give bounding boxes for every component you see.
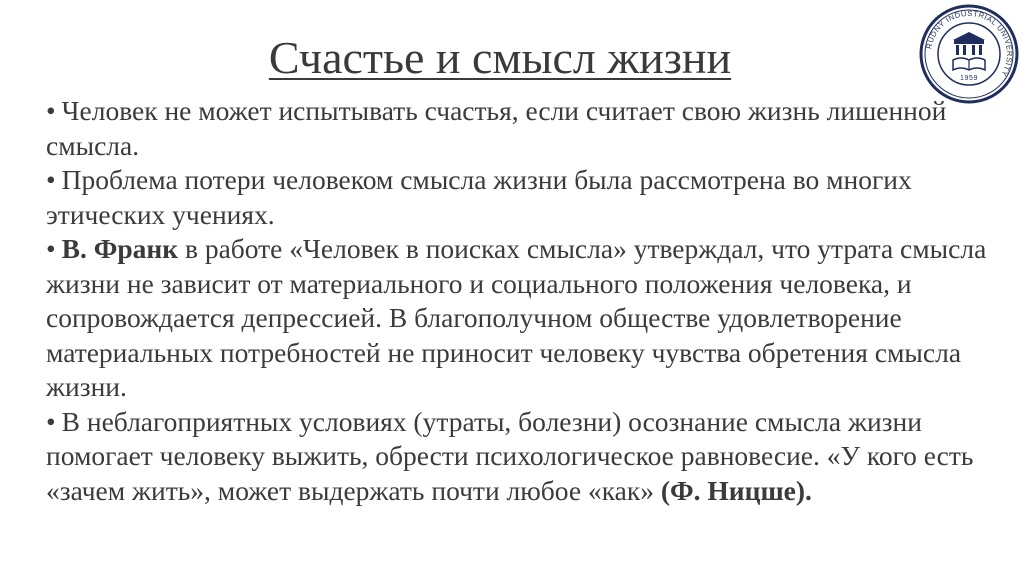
bullet-dot: •: [46, 405, 56, 437]
bullet-bold-author: В. Франк: [61, 233, 179, 264]
bullet-text: Человек не может испытывать счастья, если считает свою жизнь лишенной смысла.: [46, 95, 947, 161]
bullet-2: [46, 163, 996, 232]
bullet-dot: •: [46, 164, 56, 195]
bullet-4: [46, 405, 996, 509]
seal-ring-text: RUDNY INDUSTRIAL UNIVERSITY: [924, 8, 1015, 79]
bullet-1: [46, 94, 996, 163]
bullet-3: [46, 232, 996, 405]
bullet-dot: •: [46, 95, 56, 126]
seal-year: 1959: [960, 75, 978, 82]
slide-title: Счастье и смысл жизни: [268, 32, 732, 83]
university-seal-icon: [919, 4, 1019, 104]
bullet-bold-citation: (Ф. Ницше).: [660, 474, 812, 506]
bullet-dot: •: [46, 233, 56, 264]
bullet-text: в работе «Человек в поисках смысла» утверждал, что утрата смысла жизни не зависит от материального и социального положения человека, и сопровождается депрессией. В благополучном обществе удовлетворение материальных потребностей не приносит человеку чувства обретения смысла жизни.: [46, 233, 987, 402]
slide-body: [46, 94, 996, 508]
bullet-text: Проблема потери человеком смысла жизни была рассмотрена во многих этических учениях.: [46, 164, 912, 230]
bullet-text: В неблагоприятных условиях (утраты, болезни) осознание смысла жизни помогает человеку выжить, обрести психологическое равновесие. «У кого есть «зачем жить», может выдержать почти любое «как»: [46, 405, 974, 506]
